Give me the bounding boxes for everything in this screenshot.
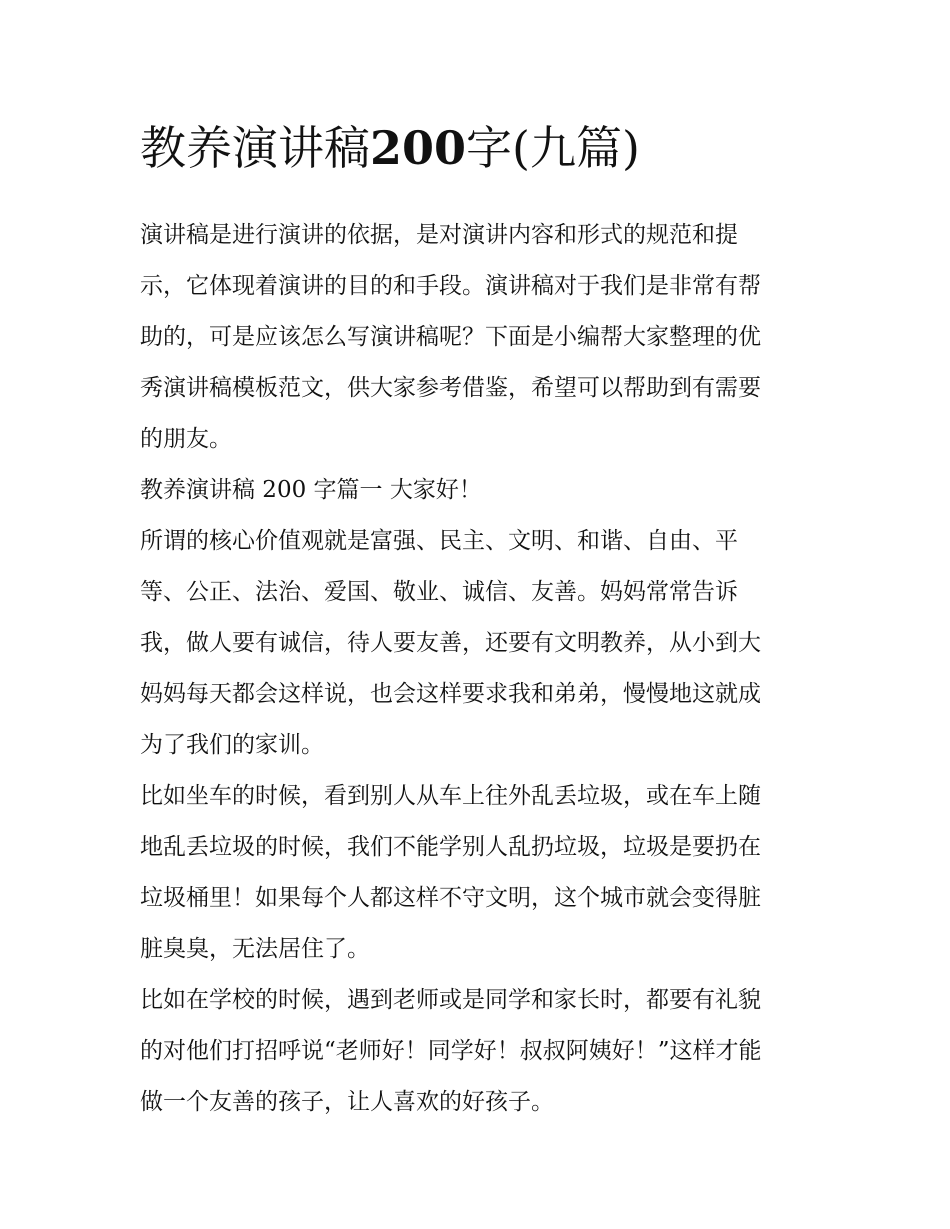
text-line: 所谓的核心价值观就是富强、民主、文明、和谐、自由、平 [140,528,738,554]
text-line: 演讲稿是进行演讲的依据，是对演讲内容和形式的规范和提 [140,222,738,248]
text-line: 教养演讲稿 200 字篇一 大家好！ [140,477,482,503]
text-line: 比如在学校的时候，遇到老师或是同学和家长时，都要有礼貌 [140,987,761,1013]
text-line: 做一个友善的孩子，让人喜欢的好孩子。 [140,1089,554,1115]
litter-example-paragraph [140,771,812,975]
core-values-paragraph [140,516,812,771]
text-line: 脏臭臭，无法居住了。 [140,936,370,962]
text-line: 地乱丢垃圾的时候，我们不能学别人乱扔垃圾，垃圾是要扔在 [140,834,761,860]
title-prefix: 教养演讲稿 [140,121,370,175]
page-title [140,112,812,184]
text-line: 垃圾桶里！如果每个人都这样不守文明，这个城市就会变得脏 [140,885,761,911]
text-line: 我，做人要有诚信，待人要友善，还要有文明教养，从小到大 [140,630,761,656]
text-line: 示，它体现着演讲的目的和手段。演讲稿对于我们是非常有帮 [140,273,761,299]
section-heading-paragraph [140,465,812,516]
text-line: 为了我们的家训。 [140,732,324,758]
title-suffix: 字(九篇) [466,121,640,175]
text-line: 秀演讲稿模板范文，供大家参考借鉴，希望可以帮助到有需要 [140,375,761,401]
title-number: 200 [370,121,467,175]
text-line: 的朋友。 [140,426,232,452]
text-line: 等、公正、法治、爱国、敬业、诚信、友善。妈妈常常告诉 [140,579,738,605]
text-line: 比如坐车的时候，看到别人从车上往外乱丢垃圾，或在车上随 [140,783,761,809]
school-example-paragraph [140,975,812,1128]
text-line: 妈妈每天都会这样说，也会这样要求我和弟弟，慢慢地这就成 [140,681,761,707]
document-body [140,112,812,1128]
text-line: 助的，可是应该怎么写演讲稿呢？下面是小编帮大家整理的优 [140,324,761,350]
text-line: 的对他们打招呼说“老师好！同学好！叔叔阿姨好！”这样才能 [140,1038,762,1064]
intro-paragraph [140,210,812,465]
